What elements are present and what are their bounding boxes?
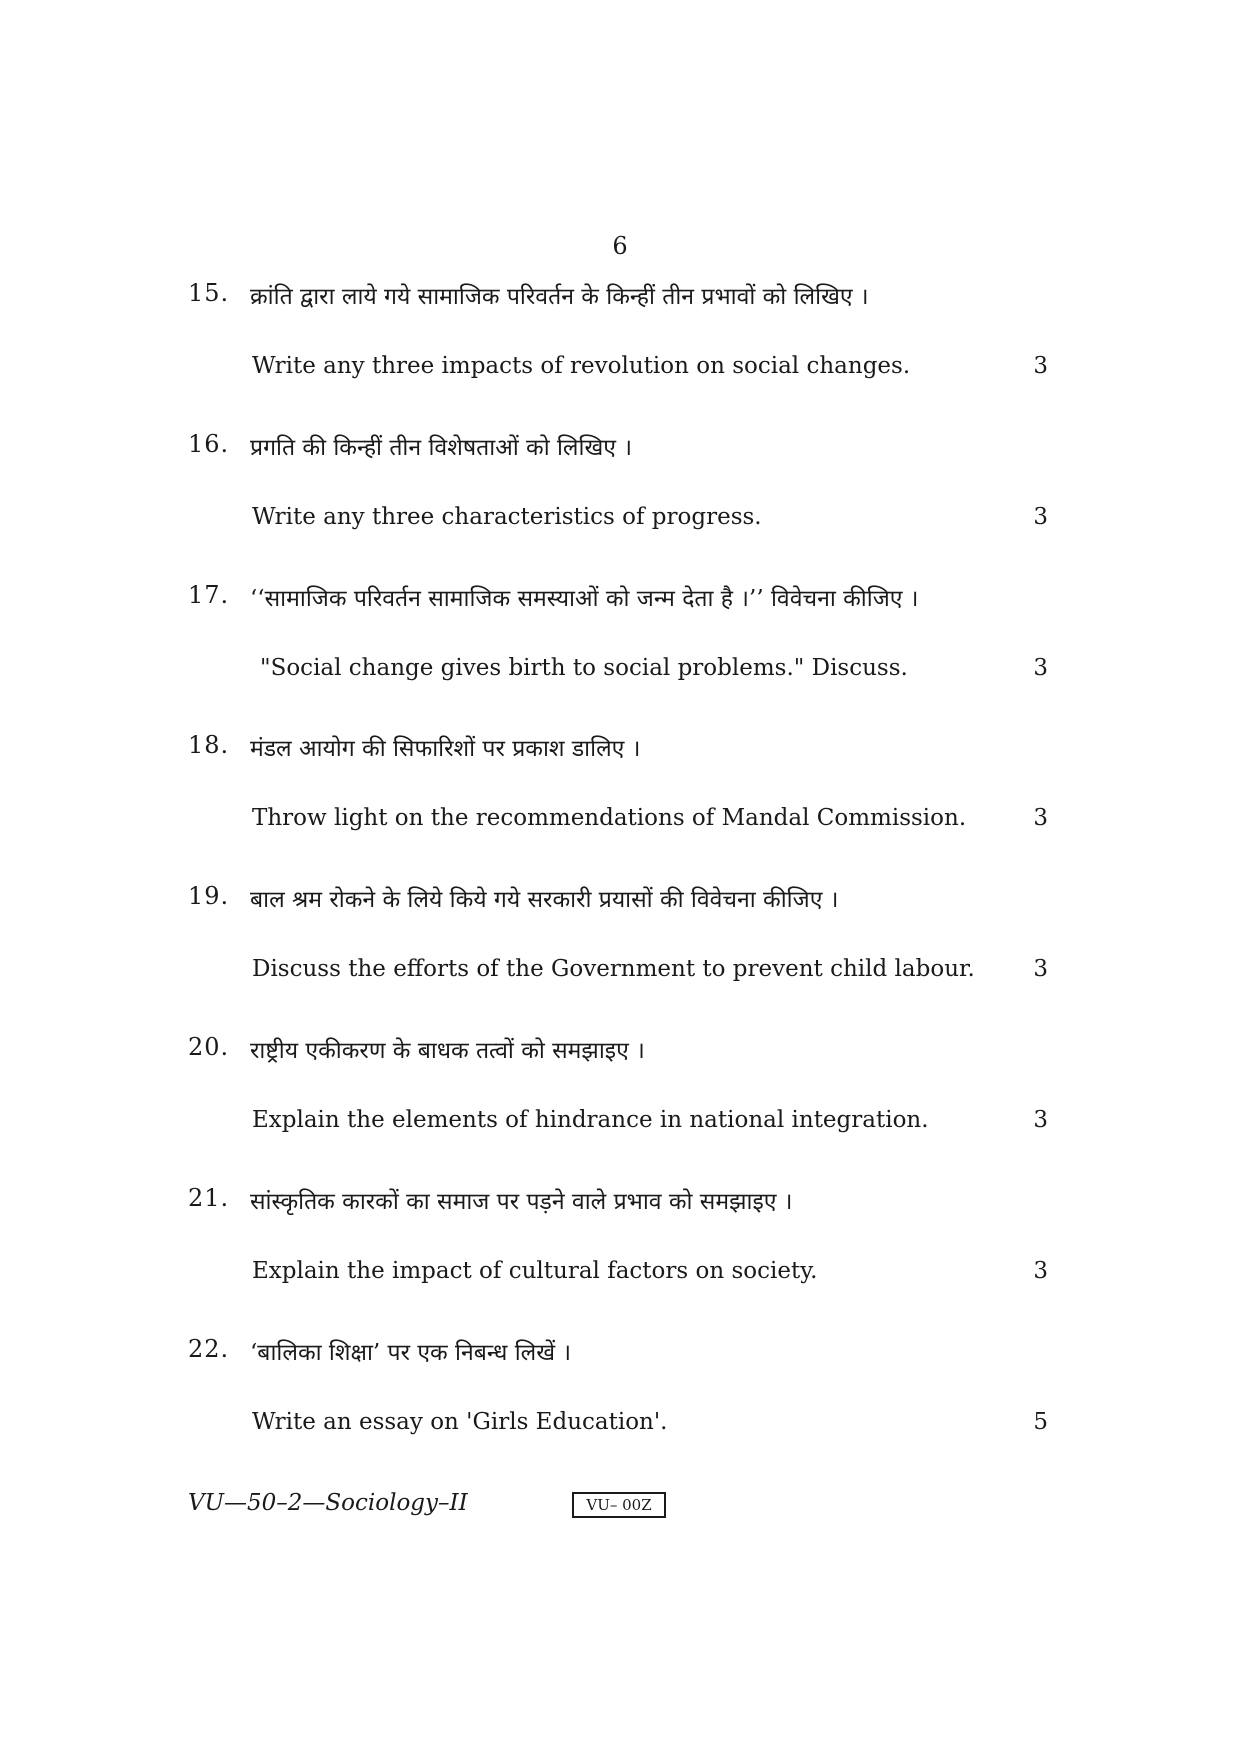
question-text-hindi: प्रगति की किन्हीं तीन विशेषताओं को लिखिए । (250, 435, 633, 461)
question-number: 16. (188, 430, 230, 458)
question-marks: 3 (1033, 504, 1048, 530)
footer-paper-code: VU– 00Z (572, 1492, 666, 1518)
question-text-hindi: क्रांति द्वारा लाये गये सामाजिक परिवर्तन के किन्हीं तीन प्रभावों को लिखिए । (250, 284, 869, 310)
question-18 (188, 731, 1068, 871)
question-text-hindi: ‘बालिका शिक्षा’ पर एक निबन्ध लिखें । (250, 1340, 572, 1366)
question-text-hindi: बाल श्रम रोकने के लिये किये गये सरकारी प्रयासों की विवेचना कीजिए । (250, 887, 839, 913)
question-marks: 3 (1033, 353, 1048, 379)
question-text-english: Write any three impacts of revolution on social changes. (252, 353, 911, 379)
question-text-english: "Social change gives birth to social problems." Discuss. (260, 655, 908, 681)
question-16 (188, 430, 1068, 570)
question-marks: 3 (1033, 1258, 1048, 1284)
question-text-english: Throw light on the recommendations of Mandal Commission. (252, 805, 967, 831)
question-text-hindi: मंडल आयोग की सिफारिशों पर प्रकाश डालिए । (250, 736, 641, 762)
page-number: 6 (612, 232, 628, 260)
question-text-english: Explain the impact of cultural factors on society. (252, 1258, 818, 1284)
question-text-hindi: राष्ट्रीय एकीकरण के बाधक तत्वों को समझाइए । (250, 1038, 645, 1064)
question-22 (188, 1335, 1068, 1475)
question-number: 20. (188, 1033, 230, 1061)
question-17 (188, 581, 1068, 721)
question-marks: 3 (1033, 805, 1048, 831)
question-number: 18. (188, 731, 230, 759)
question-number: 21. (188, 1184, 230, 1212)
question-marks: 3 (1033, 956, 1048, 982)
question-text-english: Explain the elements of hindrance in national integration. (252, 1107, 929, 1133)
question-21 (188, 1184, 1068, 1324)
question-marks: 3 (1033, 1107, 1048, 1133)
question-number: 19. (188, 882, 230, 910)
question-20 (188, 1033, 1068, 1173)
question-text-hindi: ‘‘सामाजिक परिवर्तन सामाजिक समस्याओं को जन्म देता है ।’’ विवेचना कीजिए । (250, 586, 919, 612)
question-text-english: Write an essay on 'Girls Education'. (252, 1409, 668, 1435)
question-number: 15. (188, 279, 230, 307)
question-number: 22. (188, 1335, 230, 1363)
question-marks: 3 (1033, 655, 1048, 681)
footer-paper-title: VU—50–2—Sociology–II (188, 1490, 468, 1516)
question-text-english: Discuss the efforts of the Government to prevent child labour. (252, 956, 975, 982)
question-19 (188, 882, 1068, 1022)
question-marks: 5 (1033, 1409, 1048, 1435)
question-text-hindi: सांस्कृतिक कारकों का समाज पर पड़ने वाले प्रभाव को समझाइए । (250, 1189, 793, 1215)
question-15 (188, 279, 1068, 419)
question-text-english: Write any three characteristics of progress. (252, 504, 762, 530)
question-number: 17. (188, 581, 230, 609)
